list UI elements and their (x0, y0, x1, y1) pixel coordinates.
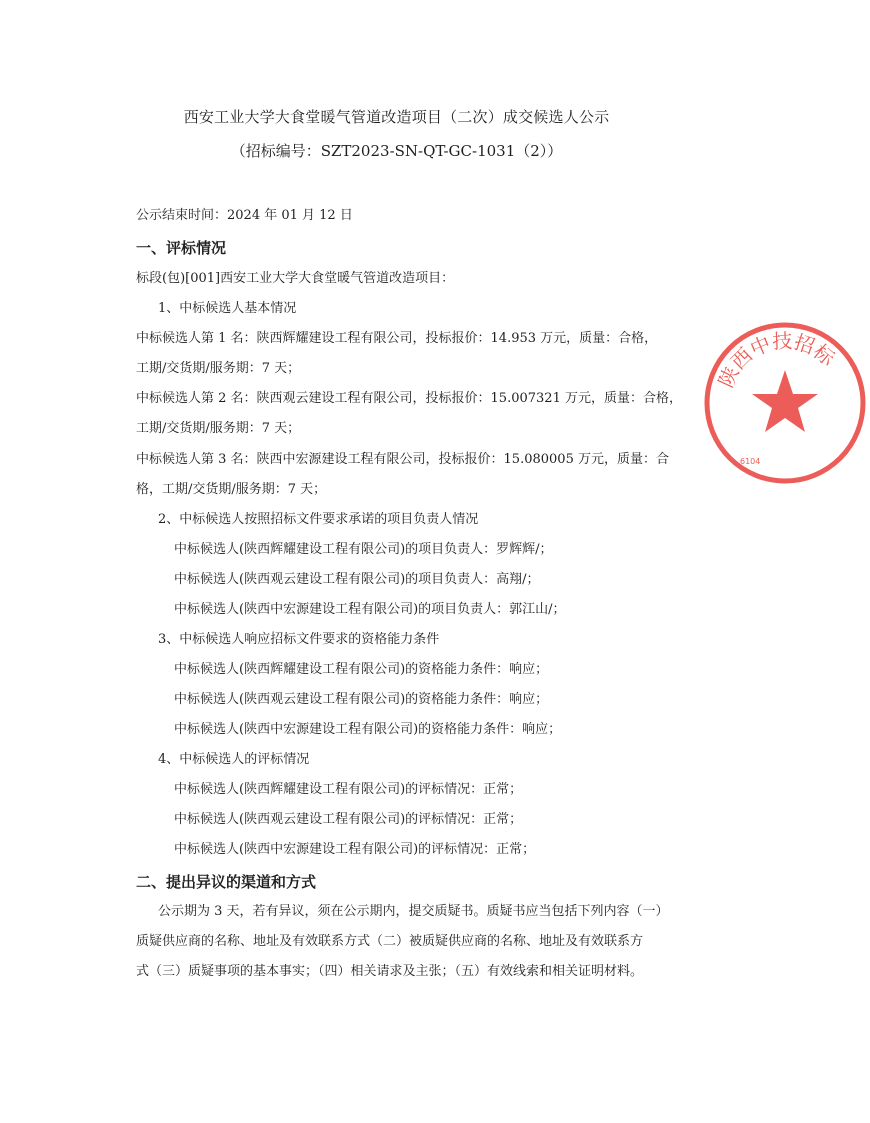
bid-number: （招标编号：SZT2023-SN-QT-GC-1031（2）） (230, 142, 563, 160)
seal-code: 6104 (740, 457, 761, 466)
sub3-heading: 3、中标候选人响应招标文件要求的资格能力条件 (158, 632, 440, 647)
project-manager-3: 中标候选人(陕西中宏源建设工程有限公司)的项目负责人：郭江山/； (174, 602, 566, 617)
qualification-2: 中标候选人(陕西观云建设工程有限公司)的资格能力条件：响应； (174, 692, 549, 707)
section2-heading: 二、提出异议的渠道和方式 (136, 873, 317, 891)
section1-heading: 一、评标情况 (136, 239, 227, 257)
evaluation-2: 中标候选人(陕西观云建设工程有限公司)的评标情况：正常； (174, 812, 523, 827)
sub4-heading: 4、中标候选人的评标情况 (158, 752, 310, 767)
candidate3-line2: 格，工期/交货期/服务期：7 天； (136, 482, 327, 497)
objection-line-2: 质疑供应商的名称、地址及有效联系方式（二）被质疑供应商的名称、地址及有效联系方 (136, 934, 644, 949)
seal-star-icon (752, 370, 818, 432)
project-manager-2: 中标候选人(陕西观云建设工程有限公司)的项目负责人：高翔/； (174, 572, 540, 587)
seal-text: 陕西中技招标 (713, 328, 840, 392)
lot-line: 标段(包)[001]西安工业大学大食堂暖气管道改造项目： (136, 271, 455, 286)
candidate2-line2: 工期/交货期/服务期：7 天； (136, 421, 301, 436)
objection-line-3: 式（三）质疑事项的基本事实；（四）相关请求及主张；（五）有效线索和相关证明材料。 (136, 964, 644, 979)
candidate2-line1: 中标候选人第 2 名：陕西观云建设工程有限公司，投标报价：15.007321 万元，质量：合格， (136, 391, 682, 406)
official-seal (700, 318, 870, 488)
sub1-heading: 1、中标候选人基本情况 (158, 301, 297, 316)
objection-line-1: 公示期为 3 天，若有异议，须在公示期内，提交质疑书。质疑书应当包括下列内容（一） (158, 904, 669, 919)
evaluation-1: 中标候选人(陕西辉耀建设工程有限公司)的评标情况：正常； (174, 782, 523, 797)
evaluation-3: 中标候选人(陕西中宏源建设工程有限公司)的评标情况：正常； (174, 842, 536, 857)
qualification-1: 中标候选人(陕西辉耀建设工程有限公司)的资格能力条件：响应； (174, 662, 549, 677)
sub2-heading: 2、中标候选人按照招标文件要求承诺的项目负责人情况 (158, 512, 479, 527)
announcement-end-time: 公示结束时间：2024 年 01 月 12 日 (136, 208, 353, 223)
document-title: 西安工业大学大食堂暖气管道改造项目（二次）成交候选人公示 (183, 108, 610, 126)
candidate3-line1: 中标候选人第 3 名：陕西中宏源建设工程有限公司，投标报价：15.080005 万元，质量：合 (136, 452, 669, 467)
project-manager-1: 中标候选人(陕西辉耀建设工程有限公司)的项目负责人：罗辉辉/； (174, 542, 553, 557)
candidate1-line1: 中标候选人第 1 名：陕西辉耀建设工程有限公司，投标报价：14.953 万元，质量：合格， (136, 331, 658, 346)
qualification-3: 中标候选人(陕西中宏源建设工程有限公司)的资格能力条件：响应； (174, 722, 562, 737)
candidate1-line2: 工期/交货期/服务期：7 天； (136, 361, 301, 376)
